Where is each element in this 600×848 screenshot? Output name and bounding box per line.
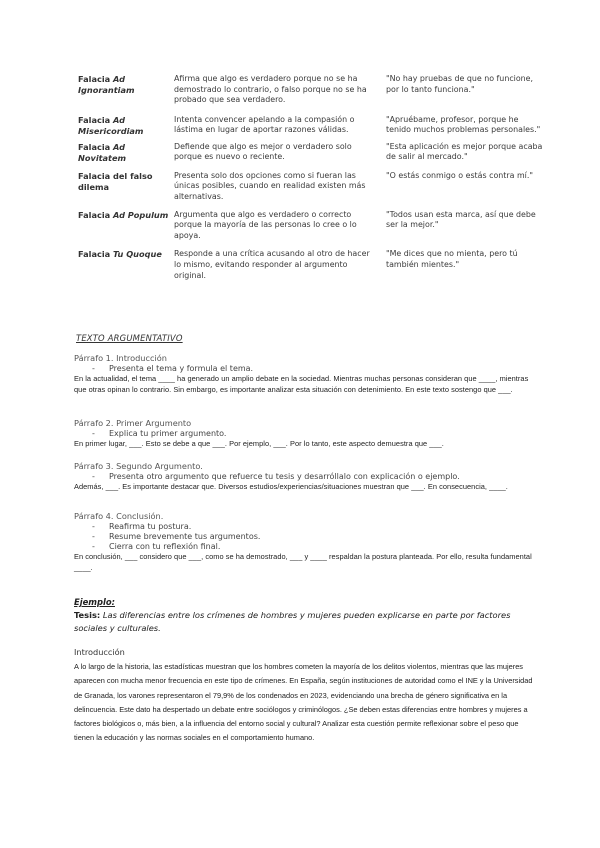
table-row — [78, 74, 538, 106]
fill-template: En la actualidad, el tema ____ ha generado un amplio debate en la sociedad. Mientras muchas personas consideran que ____, mientras que otras opinan lo contrario. Sin embargo, es importante analizar esta situación con detenimiento. En este texto sostengo que ___. — [74, 373, 529, 394]
fallacy-name: Falacia Ad Novitatem — [78, 141, 127, 163]
list-item: - Explica tu primer argumento. — [92, 428, 227, 438]
list-item: - Presenta otro argumento que refuerce tu tesis y desarróllalo con explicación o ejemplo. — [92, 471, 460, 481]
fallacy-example: "O estás conmigo o estás contra mí." — [386, 170, 533, 180]
example-section — [74, 597, 534, 746]
table-row — [78, 210, 538, 242]
fallacy-example: "Todos usan esta marca, así que debe ser la mejor." — [386, 209, 536, 230]
paragraph-guide-2 — [74, 418, 534, 450]
paragraph-heading: Párrafo 4. Conclusión. — [74, 511, 164, 521]
fallacy-description: Argumenta que algo es verdadero o correcto porque la mayoría de las personas lo cree o lo apoya. — [174, 209, 357, 240]
paragraph-heading: Párrafo 1. Introducción — [74, 353, 167, 363]
example-label: Ejemplo: — [74, 597, 115, 607]
fallacy-name: Falacia del falso dilema — [78, 170, 153, 192]
fill-template: Además, ___. Es importante destacar que. Diversos estudios/experiencias/situaciones muestran que ___. En consecuencia, ____. — [74, 481, 508, 491]
fallacy-name: Falacia Ad Populum — [78, 209, 169, 220]
fallacy-name: Falacia Ad Misericordiam — [78, 114, 144, 136]
fill-template: En conclusión, ___ considero que ___, como se ha demostrado, ___ y ____ respaldan la postura planteada. Por ello, resulta fundamental ____. — [74, 552, 532, 572]
fallacy-example: "Me dices que no mienta, pero tú también mientes." — [386, 249, 518, 269]
paragraph-guide-3 — [74, 461, 534, 493]
list-item: - Resume brevemente tus argumentos. — [92, 531, 261, 541]
table-row — [78, 114, 541, 137]
paragraph-heading: Párrafo 2. Primer Argumento — [74, 418, 192, 428]
section-title: TEXTO ARGUMENTATIVO — [76, 333, 183, 343]
fill-template: En primer lugar, ___. Esto se debe a que ___. Por ejemplo, ___. Por lo tanto, este aspecto demuestra que ___. — [74, 438, 444, 448]
fallacy-table — [78, 74, 543, 289]
fallacy-example: "Apruébame, profesor, porque he tenido muchos problemas personales." — [386, 114, 541, 135]
list-item: - Reafirma tu postura. — [92, 521, 192, 531]
fallacy-description: Responde a una crítica acusando al otro de hacer lo mismo, evitando responder al argumento original. — [174, 249, 370, 280]
fallacy-description: Presenta solo dos opciones como si fueran las únicas posibles, cuando en realidad existen más alternativas. — [174, 170, 366, 201]
fallacy-description: Defiende que algo es mejor o verdadero solo porque es nuevo o reciente. — [174, 141, 352, 162]
paragraph-heading: Párrafo 3. Segundo Argumento. — [74, 461, 203, 471]
thesis: Tesis: Las diferencias entre los crímenes de hombres y mujeres pueden explicarse en parte por factores sociales y culturales. — [74, 610, 511, 633]
table-row — [78, 171, 538, 203]
fallacy-description: Intenta convencer apelando a la compasión o lástima en lugar de aportar razones válidas. — [174, 114, 355, 135]
fallacy-name: Falacia Ad Ignorantiam — [78, 74, 135, 95]
intro-heading: Introducción — [74, 647, 125, 657]
fallacy-name: Falacia Tu Quoque — [78, 249, 162, 260]
list-item: - Presenta el tema y formula el tema. — [92, 363, 254, 373]
table-row — [78, 141, 543, 164]
paragraph-guide-4 — [74, 511, 534, 574]
fallacy-example: "Esta aplicación es mejor porque acaba de salir al mercado." — [386, 141, 543, 162]
intro-text: A lo largo de la historia, las estadísticas muestran que los hombres cometen la mayoría de los delitos violentos, mientras que las mujeres aparecen con mucha menor frecuencia en este tipo de crímenes. En España, según instituciones de autoridad como el INE y la Universidad de Granada, los varones representaron el 79,9% de los condenados en 2023, evidenciando una brecha de género significativa en la delincuencia. Este dato ha despertado un debate entre sociólogos y criminólogos. ¿Se deben estas diferencias entre hombres y mujeres a factores biológicos o, más bien, a la influencia del entorno social y cultural? Analizar esta cuestión permite reflexionar sobre el peso que tienen la educación y las normas sociales en el comportamiento humano. — [74, 662, 533, 743]
list-item: - Cierra con tu reflexión final. — [92, 541, 221, 551]
paragraph-guide-1 — [74, 353, 534, 395]
fallacy-example: "No hay pruebas de que no funcione, por lo tanto funciona." — [386, 74, 534, 94]
table-row — [78, 249, 538, 281]
fallacy-description: Afirma que algo es verdadero porque no se ha demostrado lo contrario, o falso porque no se ha probado que sea verdadero. — [174, 74, 367, 105]
